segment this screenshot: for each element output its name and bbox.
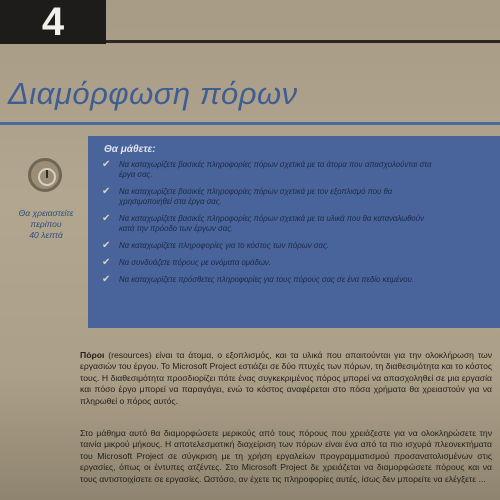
checkmark-icon: ✔ (102, 257, 111, 268)
checkmark-icon: ✔ (102, 240, 111, 251)
time-estimate-line2: περίπου (30, 219, 62, 229)
objective-item (102, 275, 432, 285)
objective-text: Να καταχωρίζετε πρόσθετες πληροφορίες για τους πόρους σας σε ένα πεδίο κειμένου. (119, 275, 414, 284)
paragraph-1-text: (resources) είναι τα άτομα, ο εξοπλισμός, και τα υλικά που απαιτούνται για την ολοκλήρωση των εργασιών του έργου. Το Microsoft Project εστιάζει σε δύο πτυχές των πόρων, τη διαθεσιμότητα και το κόστος τους. Η διαθεσιμότητα προσδιορίζει πότε ένας συγκεκριμένος πόρος μπορεί να απασχοληθεί σε μια εργασία και πόσο έργο μπορεί να παραγάγει, ενώ το κόστος αναφέρεται στο πόσα χρήματα θα χρειαστούν για να πληρωθεί ο πόρος αυτός. (80, 350, 492, 406)
learning-objectives-list (102, 160, 432, 292)
checkmark-icon: ✔ (102, 159, 111, 170)
objective-item (102, 214, 432, 234)
resource-term: Πόροι (80, 350, 105, 360)
chapter-title: Διαμόρφωση πόρων (8, 76, 298, 111)
objective-text: Να καταχωρίζετε πληροφορίες για το κόστος των πόρων σας. (119, 241, 329, 250)
checkmark-icon: ✔ (102, 274, 111, 285)
objective-item (102, 258, 432, 268)
objective-text: Να καταχωρίζετε βασικές πληροφορίες πόρων σχετικά με τον εξοπλισμό που θα χρησιμοποιηθεί στα έργα σας. (119, 187, 393, 206)
time-estimate-line3: 40 λεπτά (29, 230, 63, 240)
body-paragraph-1 (80, 350, 492, 407)
time-estimate (4, 208, 88, 241)
clock-icon (28, 158, 62, 192)
checkmark-icon: ✔ (102, 213, 111, 224)
title-divider (0, 122, 500, 125)
chapter-divider (106, 40, 500, 43)
learning-objectives-heading: Θα μάθετε: (104, 144, 156, 155)
objective-text: Να συνδυάζετε πόρους με ονόματα ομάδων. (119, 258, 271, 267)
time-estimate-line1: Θα χρειαστείτε (18, 208, 74, 218)
body-paragraph-2: Στο μάθημα αυτό θα διαμορφώσετε μερικούς από τους πόρους που χρειάζεστε για να ολοκληρώσετε την ταινία μικρού μήκους. Η αποτελεσματική διαχείριση των πόρων είναι ένα από τα πιο ισχυρά πλεονεκτήματα του Microsoft Project σε σύγκριση με τη χρήση εργαλείων προγραμματισμού προσανατολισμένων στις εργασίες, όπως οι έντυπες ατζέντες. Στο Microsoft Project δε χρειάζεται να διαμορφώσετε πόρους και να τους αντιστοιχίσετε σε εργασίες. Ωστόσο, αν έχετε τις πληροφορίες αυτές, ίσως δεν μπορείτε να ελέγξετε ... (80, 428, 492, 484)
chapter-number: 4 (0, 0, 106, 44)
objective-text: Να καταχωρίζετε βασικές πληροφορίες πόρων σχετικά με τα υλικά που θα καταναλωθούν κατά την πρόοδο των έργων σας. (119, 214, 424, 233)
objective-item (102, 241, 432, 251)
checkmark-icon: ✔ (102, 186, 111, 197)
objective-text: Να καταχωρίζετε βασικές πληροφορίες πόρων σχετικά με τα άτομα που απασχολούνται στα έργα σας. (119, 160, 432, 179)
objective-item (102, 160, 432, 180)
objective-item (102, 187, 432, 207)
